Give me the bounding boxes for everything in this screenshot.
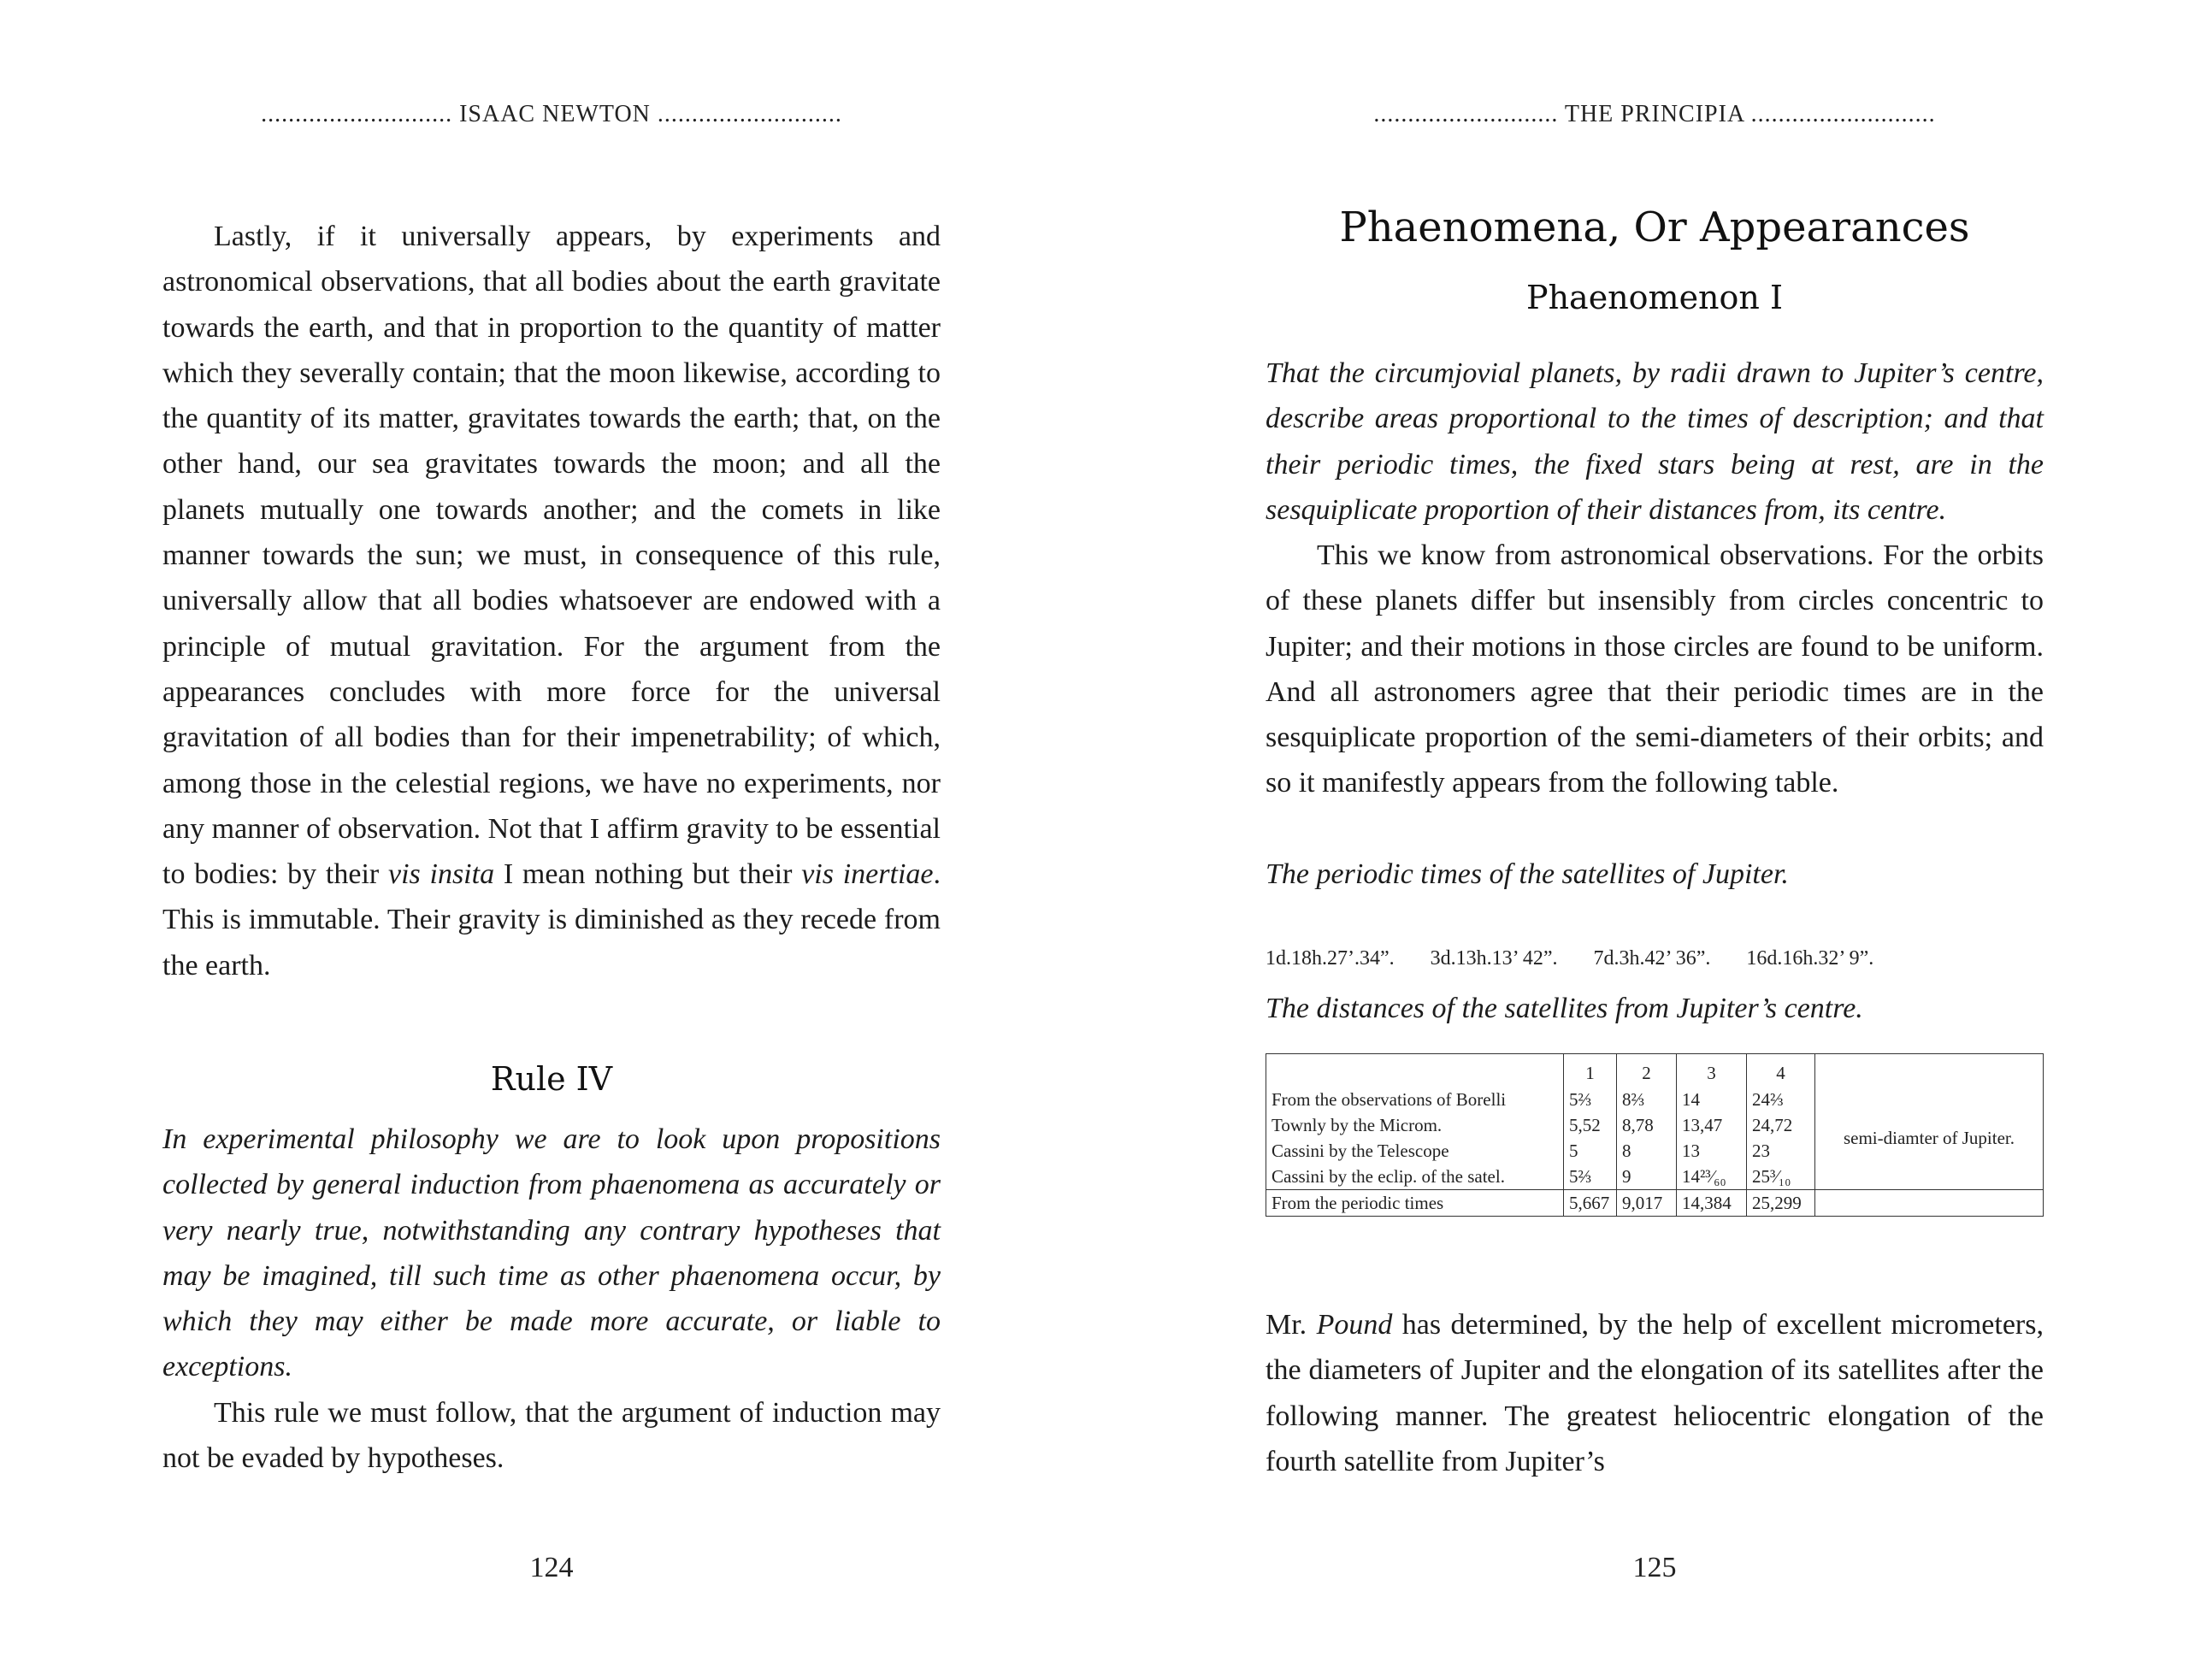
explanation-text: This we know from astronomical observations. For the orbits of these planets differ but insensibly from circles concentric to Jupiter; and their motions in those circles are found to be uniform. And all astronomers agree that their periodic times are in the sesquiplicate proportion of the semi-diameters of their orbits; and so it manifestly appears from the following table. <box>1266 539 2044 799</box>
table-cell: 13 <box>1677 1138 1747 1164</box>
distances-table <box>1266 1053 2044 1217</box>
table-header-cell: 4 <box>1747 1054 1815 1088</box>
pound-paragraph <box>1266 1302 2044 1484</box>
times-caption: The periodic times of the satellites of Jupiter. <box>1266 858 1789 890</box>
paragraph-text: Lastly, if it universally appears, by experiments and astronomical observations, that all bodies about the earth gravitate towards the earth, and that in proportion to the quantity of matter which they severally contain; that the moon likewise, according to the quantity of its matter, gravitates towards the earth; that, on the other hand, our sea gravitates towards the moon; and all the planets mutually one towards another; and the comets in like manner towards the sun; we must, in consequence of this rule, universally allow that all bodies whatsoever are endowed with a principle of mutual gravitation. For the argument from the appearances concludes with more force for the universal gravitation of all bodies than for their impenetrability; of which, among those in the celestial regions, we have no experiments, nor any manner of observation. Not that I affirm gravity to be essential to bodies: by their <box>162 221 941 891</box>
row-label: From the observations of Borelli <box>1266 1087 1564 1112</box>
table-cell: 24,72 <box>1747 1112 1815 1138</box>
right-page <box>1266 0 2044 1680</box>
table-cell: 8⅔ <box>1617 1087 1677 1112</box>
table-cell: 5 <box>1564 1138 1617 1164</box>
running-head-right: ........................... THE PRINCIPIA ........................... <box>1373 101 1936 127</box>
rule-follow-paragraph <box>162 1390 941 1482</box>
paragraph-text-mid: I mean nothing but their <box>494 858 802 891</box>
table-cell: 9,017 <box>1617 1190 1677 1217</box>
periodic-time: 16d.16h.32’ 9”. <box>1746 947 1874 970</box>
distances-caption: The distances of the satellites from Jupiter’s centre. <box>1266 993 1863 1024</box>
table-cell-empty <box>1815 1190 2044 1217</box>
section-subtitle: Phaenomenon I <box>1526 279 1783 316</box>
table-cell: 5⅔ <box>1564 1164 1617 1190</box>
pound-text: has determined, by the help of excellent micrometers, the diameters of Jupiter and the elongation of its satellites after the following manner. The greatest heliocentric elongation of the fourth satellite from Jupiter’s <box>1266 1309 2044 1477</box>
italic-term: vis inertiae <box>801 858 934 891</box>
table-cell: 23 <box>1747 1138 1815 1164</box>
table-cell: 5,52 <box>1564 1112 1617 1138</box>
periodic-times-row <box>1266 947 1904 970</box>
table-row <box>1266 1087 2044 1112</box>
phaenomenon-statement: That the circumjovial planets, by radii drawn to Jupiter’s centre, describe areas proportional to the times of description; and that their periodic times, the fixed stars being at rest, are in the sesquiplicate proportion of their distances from, its centre. <box>1266 357 2044 526</box>
rule-heading: Rule IV <box>490 1060 613 1098</box>
table-row <box>1266 1190 2044 1217</box>
table-header-cell <box>1266 1054 1564 1088</box>
row-label: Cassini by the Telescope <box>1266 1138 1564 1164</box>
section-title: Phaenomena, Or Appearances <box>1339 203 1970 251</box>
rule-follow-text: This rule we must follow, that the argument of induction may not be evaded by hypotheses. <box>162 1397 941 1475</box>
table-cell: 5⅔ <box>1564 1087 1617 1112</box>
table-cell: 8 <box>1617 1138 1677 1164</box>
periodic-time: 7d.3h.42’ 36”. <box>1593 947 1711 970</box>
row-label: Townly by the Microm. <box>1266 1112 1564 1138</box>
row-label: From the periodic times <box>1266 1190 1564 1217</box>
explanation-paragraph <box>1266 533 2044 806</box>
page-number-right: 125 <box>1632 1552 1677 1583</box>
table-header-row <box>1266 1054 2044 1088</box>
running-head-left: ............................ ISAAC NEWTON ........................... <box>261 101 842 127</box>
table-cell: 5,667 <box>1564 1190 1617 1217</box>
table-cell: 8,78 <box>1617 1112 1677 1138</box>
table-cell: 14,384 <box>1677 1190 1747 1217</box>
periodic-time: 1d.18h.27’.34”. <box>1266 947 1395 970</box>
table-cell: 14²³⁄₆₀ <box>1677 1164 1747 1190</box>
page-number-left: 124 <box>529 1552 574 1583</box>
table-header-cell: 1 <box>1564 1054 1617 1088</box>
pound-name: Pound <box>1316 1309 1393 1341</box>
paragraph-text-end: . This is immutable. Their gravity is diminished as they recede from the earth. <box>162 858 941 981</box>
pound-prefix: Mr. <box>1266 1309 1317 1341</box>
left-page <box>162 0 941 1680</box>
table-cell: 25³⁄₁₀ <box>1747 1164 1815 1190</box>
unit-note: semi-diamter of Jupiter. <box>1815 1087 2044 1190</box>
table-header-cell <box>1815 1054 2044 1088</box>
table-cell: 9 <box>1617 1164 1677 1190</box>
body-paragraph <box>162 214 941 988</box>
rule-statement: In experimental philosophy we are to look upon propositions collected by general induction from phaenomena as accurately or very nearly true, notwithstanding any contrary hypotheses that may be imagined, till such time as other phaenomena occur, by which they may either be made more accurate, or liable to exceptions. <box>162 1123 941 1383</box>
periodic-time: 3d.13h.13’ 42”. <box>1430 947 1558 970</box>
table-cell: 13,47 <box>1677 1112 1747 1138</box>
table-cell: 24⅔ <box>1747 1087 1815 1112</box>
table-header-cell: 2 <box>1617 1054 1677 1088</box>
italic-term: vis insita <box>387 858 495 891</box>
row-label: Cassini by the eclip. of the satel. <box>1266 1164 1564 1190</box>
table-cell: 14 <box>1677 1087 1747 1112</box>
table-header-cell: 3 <box>1677 1054 1747 1088</box>
table-cell: 25,299 <box>1747 1190 1815 1217</box>
